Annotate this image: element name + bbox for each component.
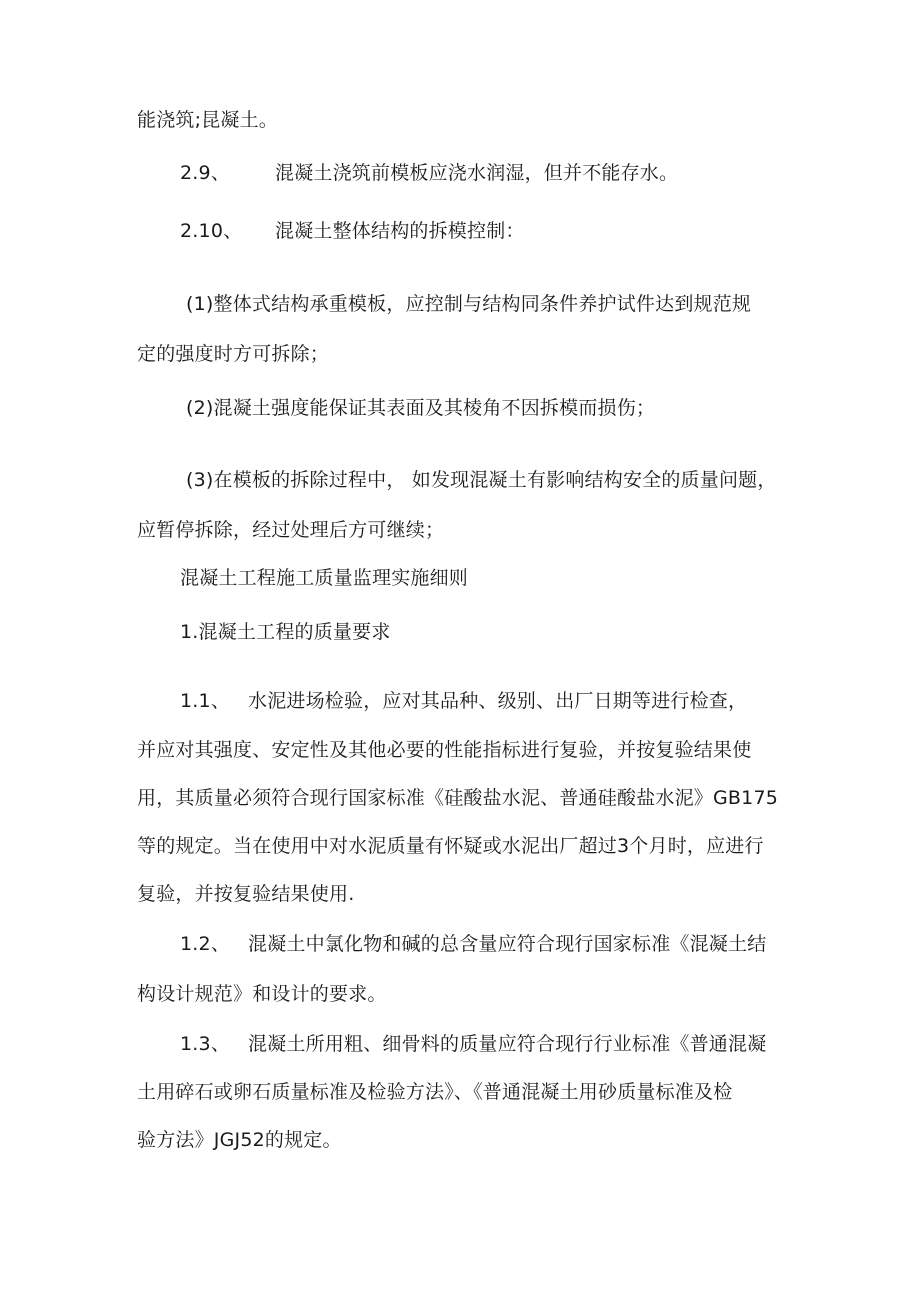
- clause-text: 混凝土浇筑前模板应浇水润湿，但并不能存水。: [275, 162, 679, 184]
- clause-text: 混凝土中氯化物和碱的总含量应符合现行国家标准《混凝土结: [248, 933, 767, 955]
- section-title: 混凝土工程施工质量监理实施细则: [180, 567, 469, 589]
- text-line: 土用碎石或卵石质量标准及检验方法》、《普通混凝土用砂质量标准及检: [137, 1081, 733, 1103]
- clause-number: 1.3、: [180, 1033, 231, 1055]
- text-line: 验方法》JGJ52的规定。: [137, 1129, 342, 1151]
- clause-text: 混凝土整体结构的拆模控制：: [275, 220, 525, 242]
- clause-1-2: [180, 932, 766, 956]
- clause-number: 1.1、: [180, 690, 231, 712]
- clause-2-9: [180, 161, 678, 185]
- text-line: (3)在模板的拆除过程中， 如发现混凝土有影响结构安全的质量问题，: [186, 469, 777, 491]
- text-line: (2)混凝土强度能保证其表面及其棱角不因拆模而损伤；: [186, 397, 656, 419]
- text-line: 应暂停拆除，经过处理后方可继续；: [137, 519, 445, 541]
- clause-2-10: [180, 219, 525, 243]
- text-line: 并应对其强度、安定性及其他必要的性能指标进行复验，并按复验结果使: [137, 739, 752, 761]
- clause-number: 2.10、: [180, 220, 243, 242]
- text-line: 能浇筑;昆凝土。: [137, 109, 279, 131]
- clause-number: 1.2、: [180, 933, 231, 955]
- text-line: 用，其质量必须符合现行国家标准《硅酸盐水泥、普通硅酸盐水泥》GB175: [137, 787, 779, 809]
- text-line: 构设计规范》和设计的要求。: [137, 983, 387, 1005]
- clause-1-1: [180, 689, 747, 713]
- text-line: (1)整体式结构承重模板，应控制与结构同条件养护试件达到规范规: [186, 293, 752, 315]
- text-line: 定的强度时方可拆除；: [137, 343, 330, 365]
- clause-number: 2.9、: [180, 162, 231, 184]
- clause-text: 混凝土所用粗、细骨料的质量应符合现行行业标准《普通混凝: [248, 1033, 767, 1055]
- clause-text: 水泥进场检验，应对其品种、级别、出厂日期等进行检查，: [248, 690, 748, 712]
- section-heading: 1.混凝土工程的质量要求: [180, 621, 391, 643]
- text-line: 等的规定。当在使用中对水泥质量有怀疑或水泥出厂超过3个月时，应进行: [137, 835, 764, 857]
- text-line: 复验，并按复验结果使用.: [137, 883, 355, 905]
- clause-1-3: [180, 1032, 766, 1056]
